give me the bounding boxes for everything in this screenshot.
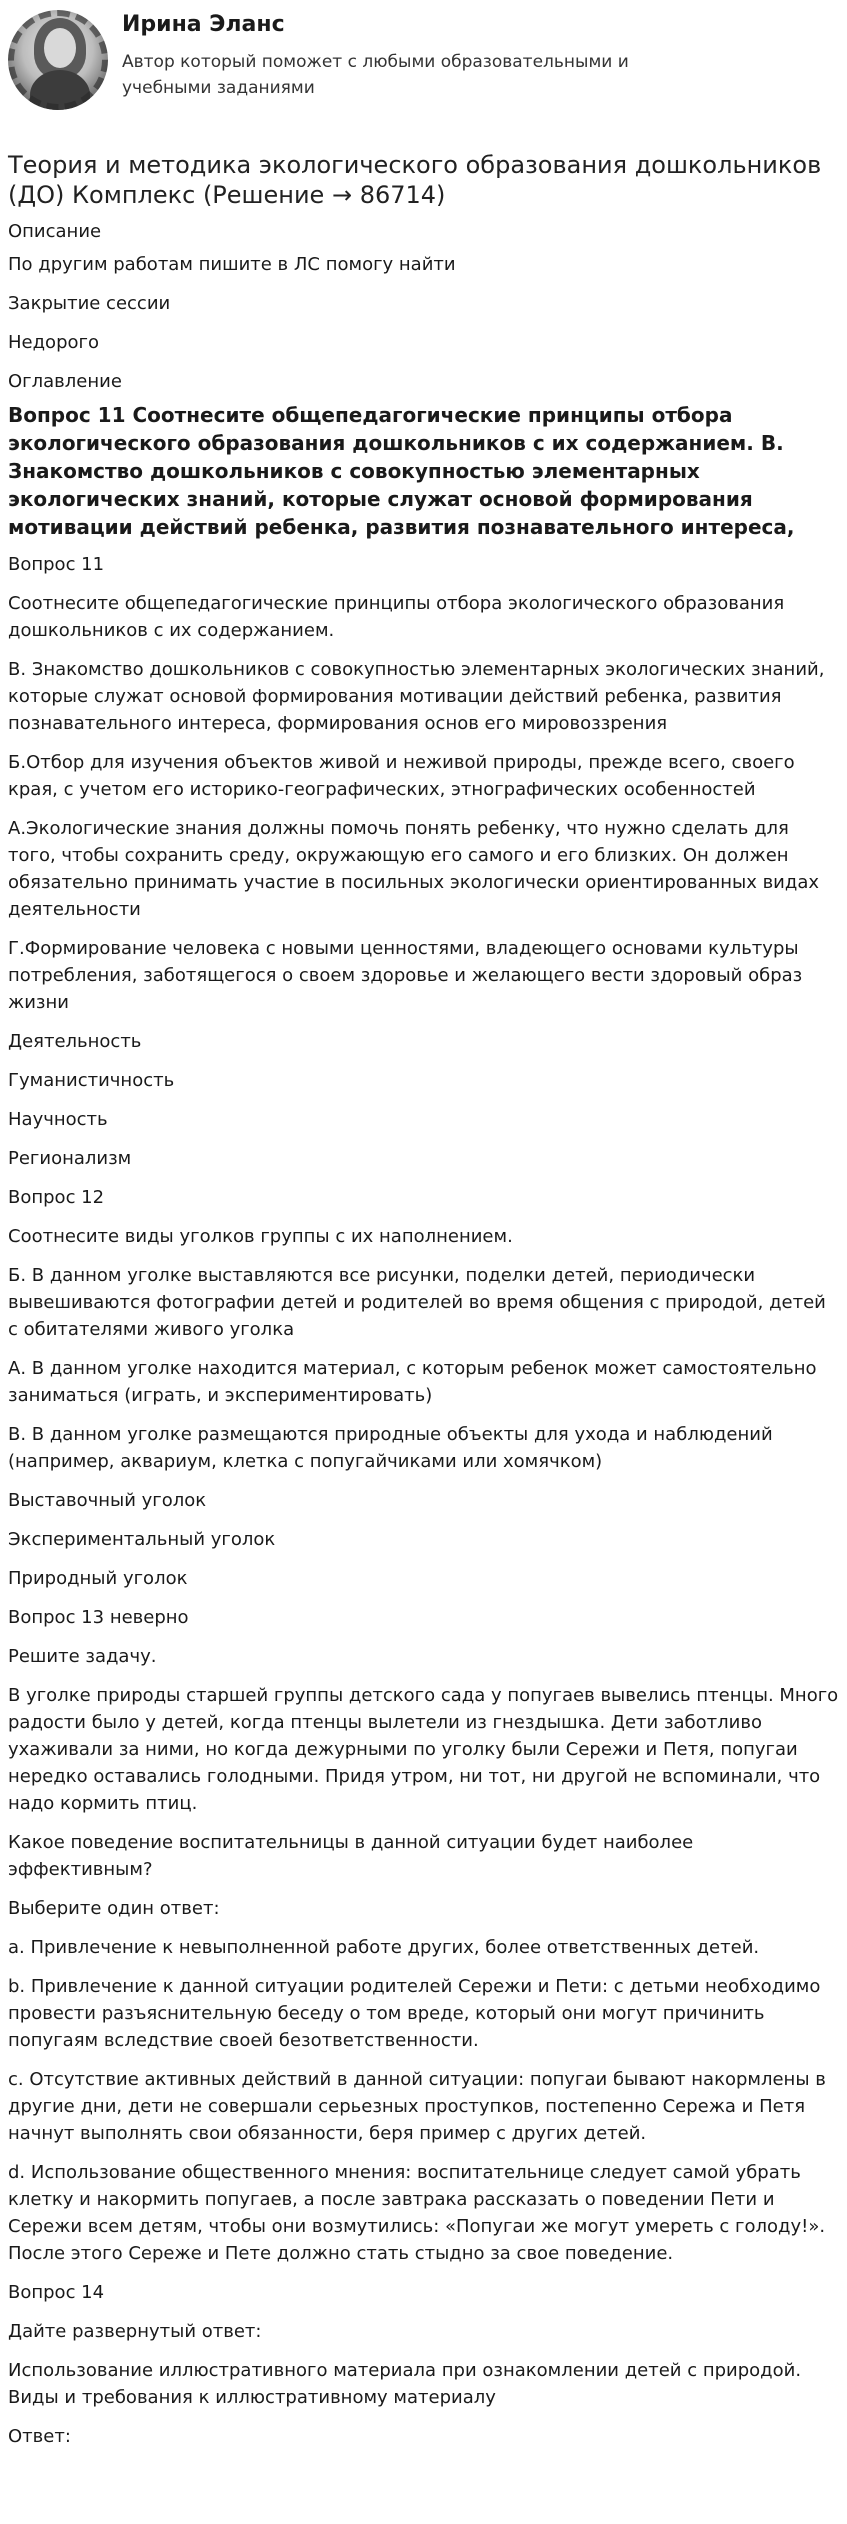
content-paragraph: Г.Формирование человека с новыми ценностями, владеющего основами культуры потребления, заботящегося о своем здоровье и желающего вести здоровый образ жизни [8, 938, 803, 1013]
toc-label: Оглавление [8, 371, 122, 392]
author-name[interactable]: Ирина Эланс [122, 12, 285, 37]
content-paragraph: В. В данном уголке размещаются природные объекты для ухода и наблюдений (например, аквариум, клетка с попугайчиками или хомячком) [8, 1424, 773, 1472]
author-info [122, 10, 722, 101]
content-paragraph: Использование иллюстративного материала при ознакомлении детей с природой. Виды и требования к иллюстративному материалу [8, 2360, 802, 2408]
content-paragraph: Б. В данном уголке выставляются все рисунки, поделки детей, периодически вывешиваются фотографии детей и родителей во время общения с природой, детей с обитателями живого уголка [8, 1265, 826, 1340]
content-paragraph: Соотнесите виды уголков группы с их наполнением. [8, 1226, 513, 1247]
content-paragraph: Вопрос 12 [8, 1187, 105, 1208]
content-paragraph: Решите задачу. [8, 1646, 157, 1667]
content-paragraph: Вопрос 13 неверно [8, 1607, 189, 1628]
author-card[interactable] [8, 0, 839, 128]
content-paragraph: Регионализм [8, 1148, 132, 1169]
content-paragraph: Ответ: [8, 2426, 71, 2447]
content-paragraph: Выберите один ответ: [8, 1898, 220, 1919]
work-title: Теория и методика экологического образования дошкольников (ДО) Комплекс (Решение → 86714) [8, 151, 822, 209]
session-text: Закрытие сессии [8, 293, 171, 314]
content-paragraph: b. Привлечение к данной ситуации родителей Сережи и Пети: с детьми необходимо провести разъяснительную беседу о том вреде, который они могут причинить попугаям вследствие своей безответственности. [8, 1976, 821, 2051]
content-paragraph: d. Использование общественного мнения: воспитательнице следует самой убрать клетку и накормить попугаев, а после завтрака рассказать о поведении Пети и Сережи всем детям, чтобы они возмутились: «Попугаи же могут умереть с голоду!». После этого Сереже и Пете должно стать стыдно за свое поведение. [8, 2162, 826, 2264]
content-paragraph: Выставочный уголок [8, 1490, 207, 1511]
content-paragraph: В. Знакомство дошкольников с совокупностью элементарных экологических знаний, которые служат основой формирования мотивации действий ребенка, развития познавательного интереса, формирования основ его мировоззрения [8, 659, 825, 734]
content-paragraph: c. Отсутствие активных действий в данной ситуации: попугаи бывают накормлены в другие дни, дети не совершали серьезных проступков, постепенно Сережа и Петя начнут выполнять свои обязанности, беря пример с других детей. [8, 2069, 826, 2144]
content-paragraph: Гуманистичность [8, 1070, 175, 1091]
content-paragraph: А. В данном уголке находится материал, с которым ребенок может самостоятельно заниматься (играть, и экспериментировать) [8, 1358, 817, 1406]
description-label: Описание [8, 221, 102, 242]
content-paragraph: Вопрос 11 [8, 554, 105, 575]
content-paragraph: Деятельность [8, 1031, 142, 1052]
content-block [8, 551, 839, 2450]
content-paragraph: Дайте развернутый ответ: [8, 2321, 262, 2342]
author-description: Автор который поможет с любыми образовательными и учебными заданиями [122, 52, 629, 98]
description-text: По другим работам пишите в ЛС помогу найти [8, 254, 456, 275]
content-paragraph: Б.Отбор для изучения объектов живой и неживой природы, прежде всего, своего края, с учетом его историко-географических, этнографических особенностей [8, 752, 795, 800]
price-text: Недорого [8, 332, 99, 353]
content-paragraph: Научность [8, 1109, 108, 1130]
content-paragraph: Соотнесите общепедагогические принципы отбора экологического образования дошкольников с их содержанием. [8, 593, 785, 641]
content-paragraph: Какое поведение воспитательницы в данной ситуации будет наиболее эффективным? [8, 1832, 694, 1880]
content-paragraph: В уголке природы старшей группы детского сада у попугаев вывелись птенцы. Много радости было у детей, когда птенцы вылетели из гнездышка. Дети заботливо ухаживали за ними, но когда дежурными по уголку были Сережи и Петя, попугаи нередко оставались голодными. Придя утром, ни тот, ни другой не вспоминали, что надо кормить птиц. [8, 1685, 839, 1814]
author-avatar[interactable] [8, 10, 108, 110]
content-paragraph: А.Экологические знания должны помочь понять ребенку, что нужно сделать для того, чтобы сохранить среду, окружающую его самого и его близких. Он должен обязательно принимать участие в посильных экологически ориентированных видах деятельности [8, 818, 820, 920]
content-paragraph: Экспериментальный уголок [8, 1529, 276, 1550]
content-paragraph: a. Привлечение к невыполненной работе других, более ответственных детей. [8, 1937, 760, 1958]
content-paragraph: Природный уголок [8, 1568, 188, 1589]
content-paragraph: Вопрос 14 [8, 2282, 105, 2303]
toc-heading: Вопрос 11 Соотнесите общепедагогические принципы отбора экологического образования дошкольников с их содержанием. В. Знакомство дошкольников с совокупностью элементарных экологических знаний, которые служат основой формирования мотивации действий ребенка, развития познавательного интереса, [8, 403, 795, 539]
